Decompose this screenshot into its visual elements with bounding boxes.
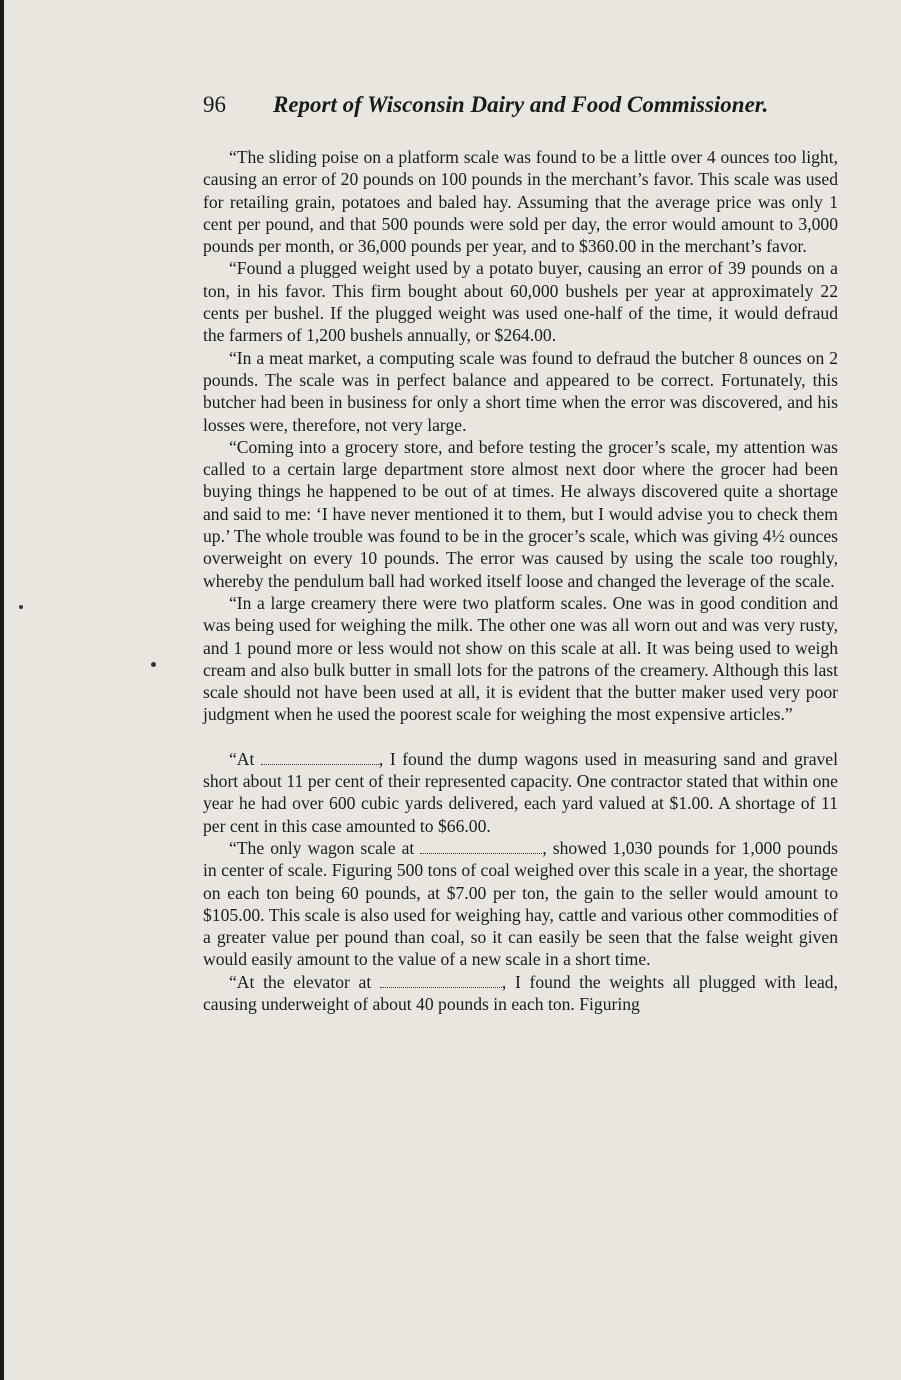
paragraph-wagon-scale (203, 837, 838, 971)
paragraph-creamery: “In a large creamery there were two platform scales. One was in good condition and was being used for weighing the milk. The other one was all worn out and was very rusty, and 1 pound more or less would not show on this scale at all. It was being used to weigh cream and also bulk butter in small lots for the patrons of the creamery. Although this last scale should not have been used at all, it is evident that the butter maker used very poor judgment when he used the poorest scale for weighing the most expensive articles.” (203, 592, 838, 725)
scan-edge (0, 0, 4, 1380)
scan-speck (151, 662, 156, 667)
blank-place-line (261, 754, 379, 765)
paragraph-text-start: “At (229, 748, 261, 769)
body-text (203, 146, 838, 1015)
paragraph-text-end: , I found the weights all plugged with lead, causing underweight of about 40 pounds in each ton. Figuring (203, 971, 838, 1014)
page-number: 96 (203, 92, 226, 117)
paragraph-text-start: “The only wagon scale at (229, 837, 421, 858)
running-header (203, 92, 843, 118)
paragraph-platform-scale: “The sliding poise on a platform scale was found to be a little over 4 ounces too light, causing an error of 20 pounds on 100 pounds in the merchant’s favor. This scale was used for retailing grain, potatoes and baled hay. Assuming that the average price was only 1 cent per pound, and that 500 pounds were sold per day, the error would amount to 3,000 pounds per month, or 36,000 pounds per year, and to $360.00 in the merchant’s favor. (203, 147, 838, 257)
blank-place-line (420, 843, 542, 854)
scan-speck (19, 605, 23, 609)
running-title: Report of Wisconsin Dairy and Food Commissioner. (273, 92, 769, 117)
paragraph-text-end: , showed 1,030 pounds for 1,000 pounds in center of scale. Figuring 500 tons of coal weighed over this scale in a year, the shortage on each ton being 60 pounds, at $7.00 per ton, the gain to the seller would amount to $105.00. This scale is also used for weighing hay, cattle and various other commodities of a greater value per pound than coal, so it can easily be seen that the false weight given would easily amount to the value of a new scale in a short time. (203, 837, 839, 970)
paragraph-grocery-store: “Coming into a grocery store, and before testing the grocer’s scale, my attention was called to a certain large department store almost next door where the grocer had been buying things he happened to be out of at times. He always discovered quite a shortage and said to me: ‘I have never mentioned it to them, but I would advise you to check them up.’ The whole trouble was found to be in the grocer’s scale, which was giving 4½ ounces overweight on every 10 pounds. The error was caused by using the scale too roughly, whereby the pendulum ball had worked itself loose and changed the leverage of the scale. (203, 436, 838, 591)
blank-place-line (380, 977, 502, 988)
paragraph-plugged-weight: “Found a plugged weight used by a potato buyer, causing an error of 39 pounds on a ton, in his favor. This firm bought about 60,000 bushels per year at approximately 22 cents per bushel. If the plugged weight was used one-half of the time, it would defraud the farmers of 1,200 bushels annually, or $264.00. (203, 258, 838, 346)
paragraph-text-end: , I found the dump wagons used in measuring sand and gravel short about 11 per cent of their represented capacity. One contractor stated that within one year he had over 600 cubic yards delivered, each yard valued at $1.00. A shortage of 11 per cent in this case amounted to $66.00. (203, 748, 838, 836)
paragraph-text-start: “At the elevator at (229, 971, 380, 992)
paragraph-elevator (203, 971, 838, 1016)
paragraph-meat-market: “In a meat market, a computing scale was found to defraud the butcher 8 ounces on 2 pounds. The scale was in perfect balance and appeared to be correct. Fortunately, this butcher had been in business for only a short time when the error was discovered, and his losses were, therefore, not very large. (203, 347, 838, 435)
paragraph-dump-wagons (203, 748, 838, 837)
